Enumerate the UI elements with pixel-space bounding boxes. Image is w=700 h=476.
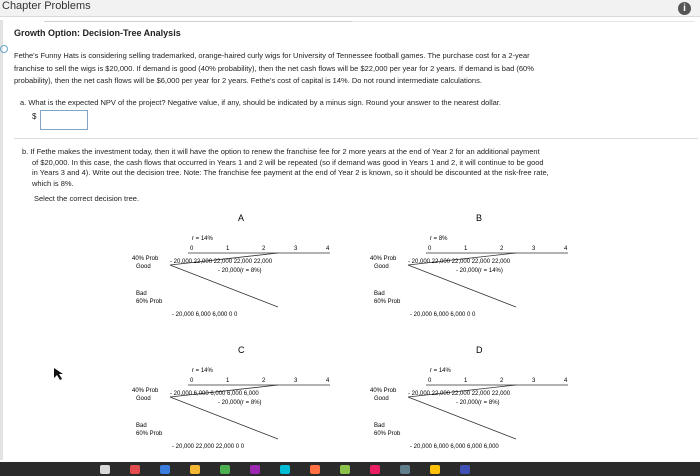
good-cash-flows: - 20,000 22,000 22,000 22,000 22,000 (170, 259, 273, 265)
good-label: Good (136, 396, 151, 402)
taskbar-app-icon[interactable] (340, 465, 350, 474)
tree-year-label: 0 (428, 246, 432, 252)
dollar-sign: $ (32, 112, 37, 121)
bad-prob-label: 60% Prob (374, 431, 401, 437)
decision-tree-c[interactable] (132, 345, 330, 450)
mouse-cursor-icon (54, 368, 63, 380)
tree-year-label: 4 (564, 378, 568, 384)
bad-prob-label: 60% Prob (136, 431, 163, 437)
good-renewal-fee: - 20,000(r = 8%) (218, 400, 262, 406)
header-divider-right (352, 21, 695, 22)
tree-letter: A (238, 213, 245, 223)
taskbar-app-icon[interactable] (310, 465, 320, 474)
tree-rate: r = 14% (430, 368, 451, 374)
part-b-line: which is 8%. (32, 178, 74, 188)
tree-year-label: 2 (262, 378, 266, 384)
tree-year-label: 1 (226, 246, 230, 252)
bad-label: Bad (374, 291, 385, 297)
header-bar (0, 0, 700, 17)
tree-year-label: 1 (464, 246, 468, 252)
part-b-line: in Years 3 and 4). Write out the decision tree. Note: The franchise fee payment at the end of Year 2 is known, so it should be discounted at the risk-free rate, (32, 168, 549, 177)
bad-cash-flows: - 20,000 22,000 22,000 0 0 (172, 444, 245, 450)
tree-year-label: 3 (294, 378, 298, 384)
bad-label: Bad (374, 423, 385, 429)
good-prob-label: 40% Prob (370, 388, 397, 394)
part-b-line: of $20,000. In this case, the cash flows that occurred in Years 1 and 2 will be repeated (so if demand was good in Years 1 and 2, it will continue to be good (32, 157, 544, 167)
question-intro (14, 50, 698, 88)
taskbar-app-icon[interactable] (400, 465, 410, 474)
section-divider (14, 138, 698, 139)
taskbar-app-icon[interactable] (220, 465, 230, 474)
tree-year-label: 4 (326, 246, 330, 252)
tree-year-label: 1 (226, 378, 230, 384)
tree-year-label: 2 (500, 246, 504, 252)
taskbar-app-icon[interactable] (130, 465, 140, 474)
info-icon[interactable]: i (678, 2, 691, 15)
taskbar-app-icon[interactable] (250, 465, 260, 474)
taskbar-app-icon[interactable] (460, 465, 470, 474)
tree-letter: B (476, 213, 483, 223)
decision-tree-a[interactable] (132, 213, 330, 318)
bad-prob-label: 60% Prob (374, 299, 401, 305)
good-renewal-fee: - 20,000(r = 8%) (456, 400, 500, 406)
decision-tree-d[interactable] (370, 345, 568, 450)
bad-label: Bad (136, 423, 147, 429)
tree-year-label: 1 (464, 378, 468, 384)
taskbar-app-icon[interactable] (280, 465, 290, 474)
tree-letter: D (476, 345, 483, 355)
decision-trees (0, 205, 700, 460)
question-status-icon (0, 45, 8, 53)
tree-year-label: 2 (262, 246, 266, 252)
select-prompt: Select the correct decision tree. (34, 194, 140, 203)
good-label: Good (374, 264, 389, 270)
part-b-line: b. If Fethe makes the investment today, then it will have the option to renew the franchise fee for 2 more years at the end of Year 2 for an additional payment (22, 147, 540, 156)
taskbar-app-icon[interactable] (430, 465, 440, 474)
good-renewal-fee: - 20,000(r = 8%) (218, 268, 262, 274)
npv-answer-input[interactable] (40, 110, 88, 130)
tree-year-label: 4 (326, 378, 330, 384)
good-label: Good (374, 396, 389, 402)
intro-line: Fethe's Funny Hats is considering selling trademarked, orange-haired curly wigs for University of Tennessee football games. The purchase cost for a 2-year (14, 51, 530, 60)
question-title: Growth Option: Decision-Tree Analysis (14, 28, 181, 38)
bad-prob-label: 60% Prob (136, 299, 163, 305)
decision-tree-b[interactable] (370, 213, 568, 318)
tree-letter: C (238, 345, 245, 355)
taskbar-app-icon[interactable] (160, 465, 170, 474)
tree-year-label: 0 (190, 378, 194, 384)
good-label: Good (136, 264, 151, 270)
good-cash-flows: - 20,000 6,000 6,000 6,000 6,000 (170, 391, 259, 397)
tree-rate: r = 14% (192, 368, 213, 374)
tree-rate: r = 8% (430, 236, 448, 242)
tree-year-label: 4 (564, 246, 568, 252)
good-cash-flows: - 20,000 22,000 22,000 22,000 22,000 (408, 391, 511, 397)
tree-year-label: 0 (428, 378, 432, 384)
intro-line: franchise to sell the wigs is $20,000. If demand is good (40% probability), then the net cash flows will be $22,000 per year for 2 years. If demand is bad (60% (14, 63, 534, 73)
tree-rate: r = 14% (192, 236, 213, 242)
tree-year-label: 2 (500, 378, 504, 384)
taskbar-app-icon[interactable] (100, 465, 110, 474)
bad-cash-flows: - 20,000 6,000 6,000 6,000 6,000 (410, 444, 499, 450)
good-renewal-fee: - 20,000(r = 14%) (456, 268, 503, 274)
bad-cash-flows: - 20,000 6,000 6,000 0 0 (410, 312, 476, 318)
taskbar-app-icon[interactable] (190, 465, 200, 474)
taskbar-app-icon[interactable] (370, 465, 380, 474)
header-divider (44, 21, 352, 22)
good-cash-flows: - 20,000 22,000 22,000 22,000 22,000 (408, 259, 511, 265)
good-prob-label: 40% Prob (132, 256, 159, 262)
page-title: Chapter Problems (2, 0, 91, 12)
bad-label: Bad (136, 291, 147, 297)
tree-year-label: 3 (532, 246, 536, 252)
tree-year-label: 3 (294, 246, 298, 252)
part-a-text: a. What is the expected NPV of the project? Negative value, if any, should be indicated by a minus sign. Round your answer to the nearest dollar. (20, 98, 501, 107)
good-prob-label: 40% Prob (132, 388, 159, 394)
tree-year-label: 3 (532, 378, 536, 384)
tree-year-label: 0 (190, 246, 194, 252)
bad-cash-flows: - 20,000 6,000 6,000 0 0 (172, 312, 238, 318)
good-prob-label: 40% Prob (370, 256, 397, 262)
intro-line: probability), then the net cash flows will be $6,000 per year for 2 years. Fethe's cost of capital is 14%. Do not round intermediate calculations. (14, 76, 482, 85)
part-b-text (22, 147, 698, 189)
